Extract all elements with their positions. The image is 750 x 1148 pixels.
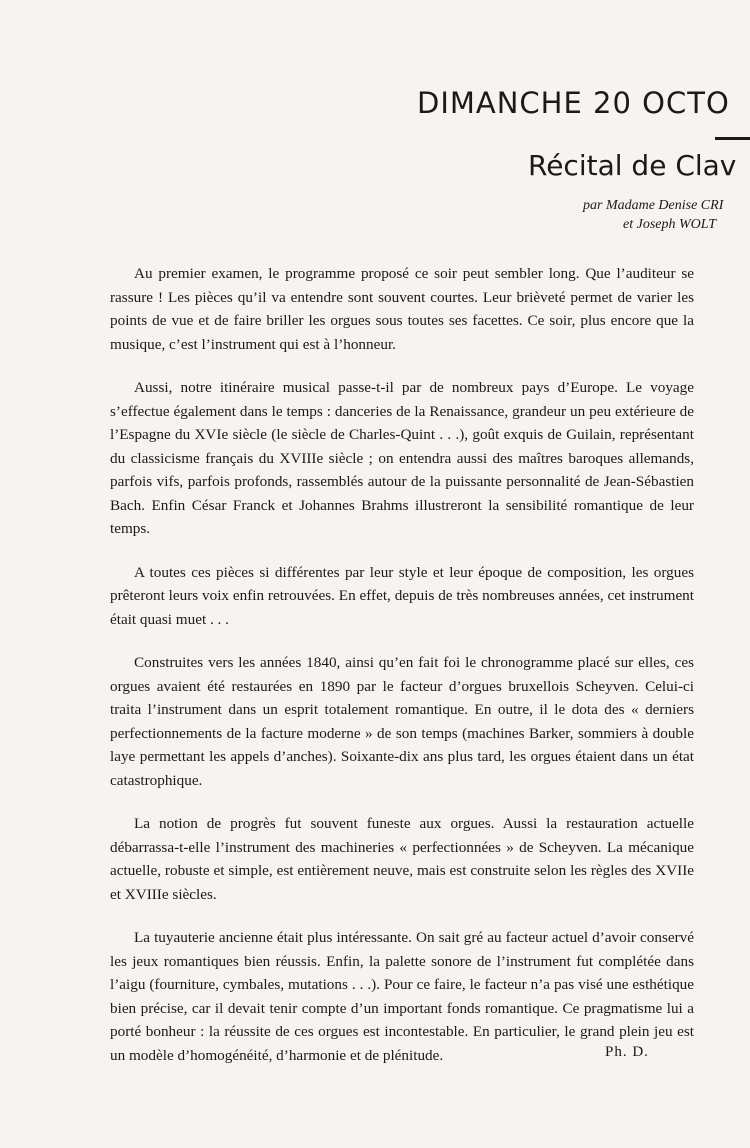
paragraph: A toutes ces pièces si différentes par leur style et leur époque de composition, les orgues prêteront leurs voix enfin retrouvées. En effet, depuis de très nombreuses années, cet instrument était quasi muet . . . xyxy=(110,563,694,628)
paragraph: Construites vers les années 1840, ainsi qu’en fait foi le chronogramme placé sur elles, ces orgues avaient été restaurées en 1890 par le facteur d’orgues bruxellois Scheyven. Celui-ci traita l’instrument dans un esprit totalement romantique. En outre, il le dota des « derniers perfectionnements de la facture moderne » de son temps (machines Barker, sommiers à double laye permettant les appels d’anches). Soixante-dix ans plus tard, les orgues étaient dans un état catastrophique. xyxy=(110,654,694,789)
paragraph: La tuyauterie ancienne était plus intéressante. On sait gré au facteur actuel d’avoir conservé les jeux romantiques bien réussis. Enfin, la palette sonore de l’instrument fut complétée dans l’aigu (fourniture, cymbales, mutations . . .). Pour ce faire, le facteur n’a pas visé une esthétique bien précise, car il devait tenir compte d’un important fonds romantique. Ce pragmatisme lui a porté bonheur : la réussite de ces orgues est incontestable. En particulier, le grand plein jeu est un modèle d’homogénéité, d’harmonie et de plénitude. xyxy=(110,929,694,1064)
paragraph: Aussi, notre itinéraire musical passe-t-il par de nombreux pays d’Europe. Le voyage s’effectue également dans le temps : danceries de la Renaissance, grandeur un peu extérieure de l’Espagne du XVIe siècle (le siècle de Charles-Quint . . .), goût exquis de Guilain, représentant du classicisme français du XVIIIe siècle ; on entendra aussi des maîtres baroques allemands, parfois vifs, parfois profonds, rassemblés autour de la puissante personnalité de Jean-Sébastien Bach. Enfin César Franck et Johannes Brahms illustreront la sensibilité romantique de leur temps. xyxy=(110,379,694,537)
author-signature: Ph. D. xyxy=(605,1044,649,1060)
page-title: DIMANCHE 20 OCTO xyxy=(417,86,730,120)
paragraph: Au premier examen, le programme proposé ce soir peut sembler long. Que l’auditeur se rassure ! Les pièces qu’il va entendre sont souvent courtes. Leur brièveté permet de varier les points de vue et de faire briller les orgues sous toutes ses facettes. Ce soir, plus encore que la musique, c’est l’instrument qui est à l’honneur. xyxy=(110,265,694,353)
performers-credit xyxy=(583,196,723,234)
recital-subtitle: Récital de Clav xyxy=(528,149,737,182)
performer-line-2: et Joseph WOLT xyxy=(623,217,717,232)
title-divider xyxy=(715,137,750,140)
article-body xyxy=(110,262,694,1087)
performer-line-1: par Madame Denise CRI xyxy=(583,198,724,213)
paragraph: La notion de progrès fut souvent funeste aux orgues. Aussi la restauration actuelle débarrassa-t-elle l’instrument des machineries « perfectionnées » de Scheyven. La mécanique actuelle, robuste et simple, est entièrement neuve, mais est construite selon les règles des XVIIe et XVIIIe siècles. xyxy=(110,815,694,903)
